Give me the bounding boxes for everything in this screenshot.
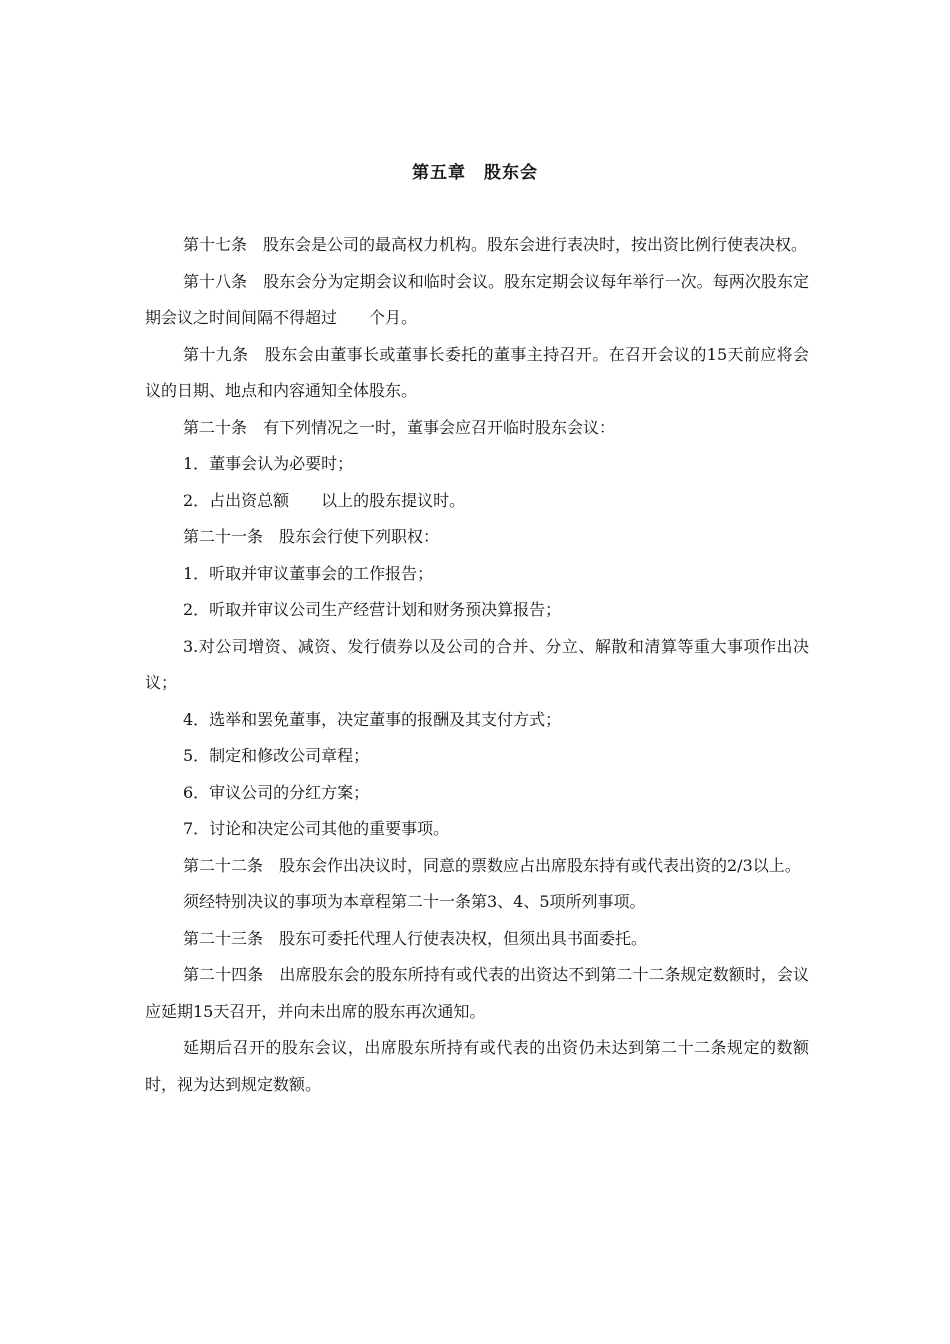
list-item: 4．选举和罢免董事，决定董事的报酬及其支付方式； — [183, 709, 562, 729]
list-item: 2．占出资总额 以上的股东提议时。 — [183, 490, 466, 510]
paragraph: 第二十三条 股东可委托代理人行使表决权，但须出具书面委托。 — [183, 928, 648, 948]
list-item: 5．制定和修改公司章程； — [183, 746, 370, 765]
document-body — [145, 227, 809, 1103]
paragraph: 第十七条 股东会是公司的最高权力机构。股东会进行表决时，按出资比例行使表决权。 — [183, 235, 808, 254]
list-item: 1．听取并审议董事会的工作报告； — [183, 563, 434, 583]
list-item: 1．董事会认为必要时； — [183, 454, 354, 473]
paragraph: 第十九条 股东会由董事长或董事长委托的董事主持召开。在召开会议的15天前应将会议的日期、地点和内容通知全体股东。 — [145, 344, 809, 400]
list-item: 2．听取并审议公司生产经营计划和财务预决算报告； — [183, 600, 562, 619]
paragraph: 第二十一条 股东会行使下列职权： — [183, 527, 440, 546]
chapter-title: 第五章 股东会 — [412, 163, 538, 183]
list-item: 7．讨论和决定公司其他的重要事项。 — [183, 819, 450, 838]
paragraph: 延期后召开的股东会议，出席股东所持有或代表的出资仍未达到第二十二条规定的数额时，视为达到规定数额。 — [145, 1038, 809, 1094]
list-item: 3.对公司增资、减资、发行债券以及公司的合并、分立、解散和清算等重大事项作出决议； — [145, 636, 809, 692]
paragraph: 须经特别决议的事项为本章程第二十一条第3、4、5项所列事项。 — [183, 892, 646, 911]
paragraph: 第十八条 股东会分为定期会议和临时会议。股东定期会议每年举行一次。每两次股东定期会议之时间间隔不得超过 个月。 — [145, 271, 809, 327]
list-item: 6．审议公司的分红方案； — [183, 782, 370, 802]
paragraph: 第二十四条 出席股东会的股东所持有或代表的出资达不到第二十二条规定数额时，会议应延期15天召开，并向未出席的股东再次通知。 — [145, 965, 809, 1021]
paragraph: 第二十条 有下列情况之一时，董事会应召开临时股东会议： — [183, 417, 616, 437]
paragraph: 第二十二条 股东会作出决议时，同意的票数应占出席股东持有或代表出资的2/3以上。 — [183, 855, 801, 875]
